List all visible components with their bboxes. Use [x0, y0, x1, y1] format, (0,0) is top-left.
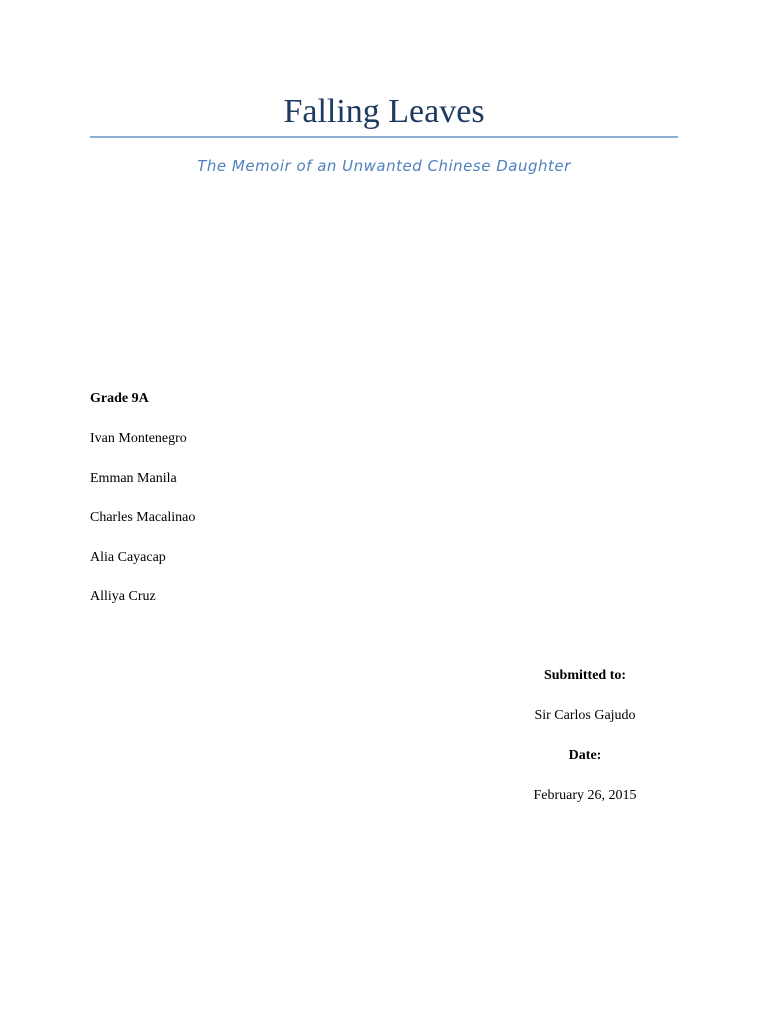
member-name: Ivan Montenegro [90, 431, 187, 446]
member-name: Alliya Cruz [90, 589, 156, 604]
member-name: Emman Manila [90, 470, 177, 486]
title-divider [90, 136, 678, 138]
member-name: Charles Macalinao [90, 510, 196, 525]
submission-date: February 26, 2015 [533, 788, 637, 803]
document-title: Falling Leaves [283, 93, 485, 130]
member-name: Alia Cayacap [90, 549, 166, 565]
submitted-to-label: Submitted to: [543, 668, 627, 683]
date-label: Date: [568, 748, 602, 763]
grade-label: Grade 9A [90, 391, 149, 406]
submitted-to-name: Sir Carlos Gajudo [534, 708, 636, 723]
document-subtitle: The Memoir of an Unwanted Chinese Daughter [197, 157, 571, 175]
group-info [90, 389, 195, 627]
submission-info [505, 666, 665, 826]
